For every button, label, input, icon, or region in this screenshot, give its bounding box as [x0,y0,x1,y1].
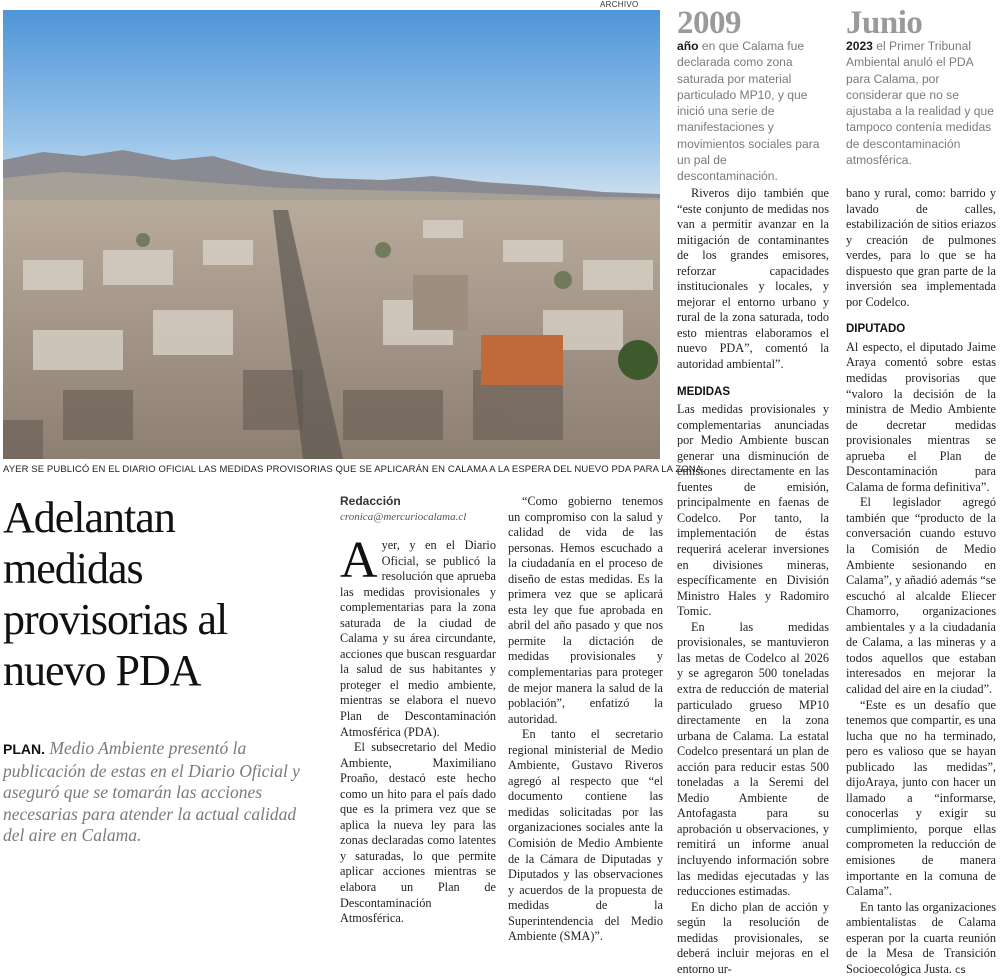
stat-description [846,38,996,168]
byline-author: Redacción [340,494,401,508]
stat-bold: 2023 [846,39,873,53]
paragraph-final [846,900,996,978]
stat-text: el Primer Tribunal Ambiental anuló el PDA para Calama, por considerar que no se ajustaba a la realidad y que tampoco contenía medidas de descontaminación atmosférica. [846,39,994,168]
stat-number: Junio [846,5,923,41]
photo-caption: AYER SE PUBLICÓ EN EL DIARIO OFICIAL LAS MEDIDAS PROVISORIAS QUE SE APLICARÁN EN CALAMA A LA ESPERA DEL NUEVO PDA PARA LA ZONA. [3,464,705,475]
lead-text: Medio Ambiente presentó la publicación de estas en el Diario Oficial y aseguró que se tomarán las acciones necesarias para atender la actual calidad del aire en Calama. [3,738,300,845]
paragraph: El legislador agregó también que “producto de la conversación cuando estuvo la Comisión de Medio Ambiente sesionando en Calama”, y añadió además “se escuchó al alcalde Eliecer Chamorro, organizaciones ambientales y a la ciudadanía de Calama, a las mineras y a todos aquellos que estaban interesados en mejorar la calidad del aire en la ciudad”. [846,495,996,696]
paragraph: bano y rural, como: barrido y lavado de calles, estabilización de sitios eriazos y creación de pulmones verdes, para lo que se ha dispuesto que gran parte de la inversión sea implementada por Codelco. [846,186,996,309]
paragraph: En tanto el secretario regional ministerial de Medio Ambiente, Gustavo Riveros agregó al respecto que “el documento contiene las medidas solicitadas por las organizaciones sociales ante la Comisión de Medio Ambiente de la Cámara de Diputadas y Diputados y las observaciones y acuerdos de la propuesta de medidas de la Superintendencia del Medio Ambiente (SMA)”. [508,727,663,944]
photo-credit: ARCHIVO [600,0,639,9]
paragraph: Las medidas provisionales y complementarias anunciadas por Medio Ambiente buscan generar una disminución de emisiones directamente en las fuentes de emisión, principalmente en faenas de Codelco. Por tanto, la implementación de éstas requerirá acelerar inversiones en divisiones mineras, específicamente en División Ministro Hales y Radomiro Tomic. [677,402,829,619]
news-photo [3,10,660,459]
stat-number: 2009 [677,5,741,41]
subheading-diputado: DIPUTADO [846,323,906,336]
final-text: En tanto las organizaciones ambientalistas de Calama esperan por la cuarta reunión de la Mesa de Transición Socioecológica Justa. [846,899,996,976]
paragraph: Riveros dijo también que “este conjunto de medidas nos van a permitir avanzar en la mitigación de contaminantes de los grandes emisores, reforzar capacidades institucionales y locales, y mejorar el entorno urbano y rural de la zona saturada, todo esto mientras elaboramos el nuevo PDA”, comentó la autoridad ambiental”. [677,186,829,372]
paragraph: “Este es un desafío que tenemos que compartir, es una lucha que no ha terminado, pero es valioso que se hayan publicado las medidas”, dijoAraya, junto con hacer un llamado a “informarse, conocerlas y exigir su cumplimiento, porque ellas comprometen la reducción de emisiones de manera importante en la comuna de Calama”. [846,697,996,899]
paragraph: yer, y en el Diario Oficial, se publicó la resolución que aprueba las medidas provisionales y complementarias para la zona saturada de la ciudad de Calama y su área circundante, acciones que buscan resguardar la salud de sus habitantes y proteger el medio ambiente, mientras se elabora el nuevo Plan de Descontaminación Atmosférica (PDA). [340,538,496,739]
article-lead [3,738,303,847]
drop-cap: A [340,532,378,589]
stat-description [677,38,829,185]
paragraph: En las medidas provisionales, se mantuvieron las metas de Codelco al 2026 y se agregaron 500 toneladas extra de reducción de material particulado grueso MP10 directamente en la zona urbana de Calama. La estatal Codelco presentará un plan de acción para reducir estas 500 toneladas a la Seremi del Medio Ambiente de Antofagasta para su aprobación u observaciones, y remitirá un informe anual incluyendo información sobre las medidas ejecutadas y las reducciones estimadas. [677,619,829,899]
stat-bold: año [677,39,699,53]
stat-box-junio [846,5,996,168]
paragraph: En dicho plan de acción y según la resolución de medidas provisionales, se deberá incluir mejoras en el entorno ur- [677,899,829,976]
byline-email[interactable]: cronica@mercuriocalama.cl [340,511,467,523]
paragraph: “Como gobierno tenemos un compromiso con la salud y calidad de vida de las personas. Hemos escuchado a la ciudadanía en el proceso de diseño de estas medidas. Es la primera vez que se aplicará esta ley que fue aprobada en abril del año pasado y que nos permite la dictación de medidas provisionales y complementarias para proteger de mejor manera la salud de la población”, enfatizó la autoridad. [508,494,663,726]
lead-kicker: PLAN. [3,741,45,757]
article-column-4 [846,186,996,978]
article-headline: Adelantan medidas provisorias al nuevo PDA [3,493,228,695]
stat-text: en que Calama fue declarada como zona saturada por material particulado MP10, y que inició una serie de manifestaciones y movimientos sociales para un pal de descontaminación. [677,39,820,184]
paragraph: Al especto, el diputado Jaime Araya comentó sobre estas medidas provisorias que “valoro la decisión de la ministra de Medio Ambiente de decretar medidas provisionales mientras se aprueba el Plan de Descontaminación para Calama de forma definitiva”. [846,339,996,494]
end-mark-icon: cs [954,964,966,976]
city-aerial-photo [3,10,660,459]
paragraph: El subsecretario del Medio Ambiente, Maximiliano Proaño, destacó este hecho como un hito para el país dado que es la primera vez que se aplica la nueva ley para las zonas declaradas como latentes y saturadas, lo que permite aplicar acciones mientras se elabora un Plan de Descontaminación Atmosférica. [340,740,496,926]
stat-box-2009 [677,5,829,185]
article-column-2 [508,494,663,945]
article-column-1 [340,532,496,927]
article-column-3 [677,186,829,977]
subheading-medidas: MEDIDAS [677,385,731,398]
byline [340,494,500,523]
